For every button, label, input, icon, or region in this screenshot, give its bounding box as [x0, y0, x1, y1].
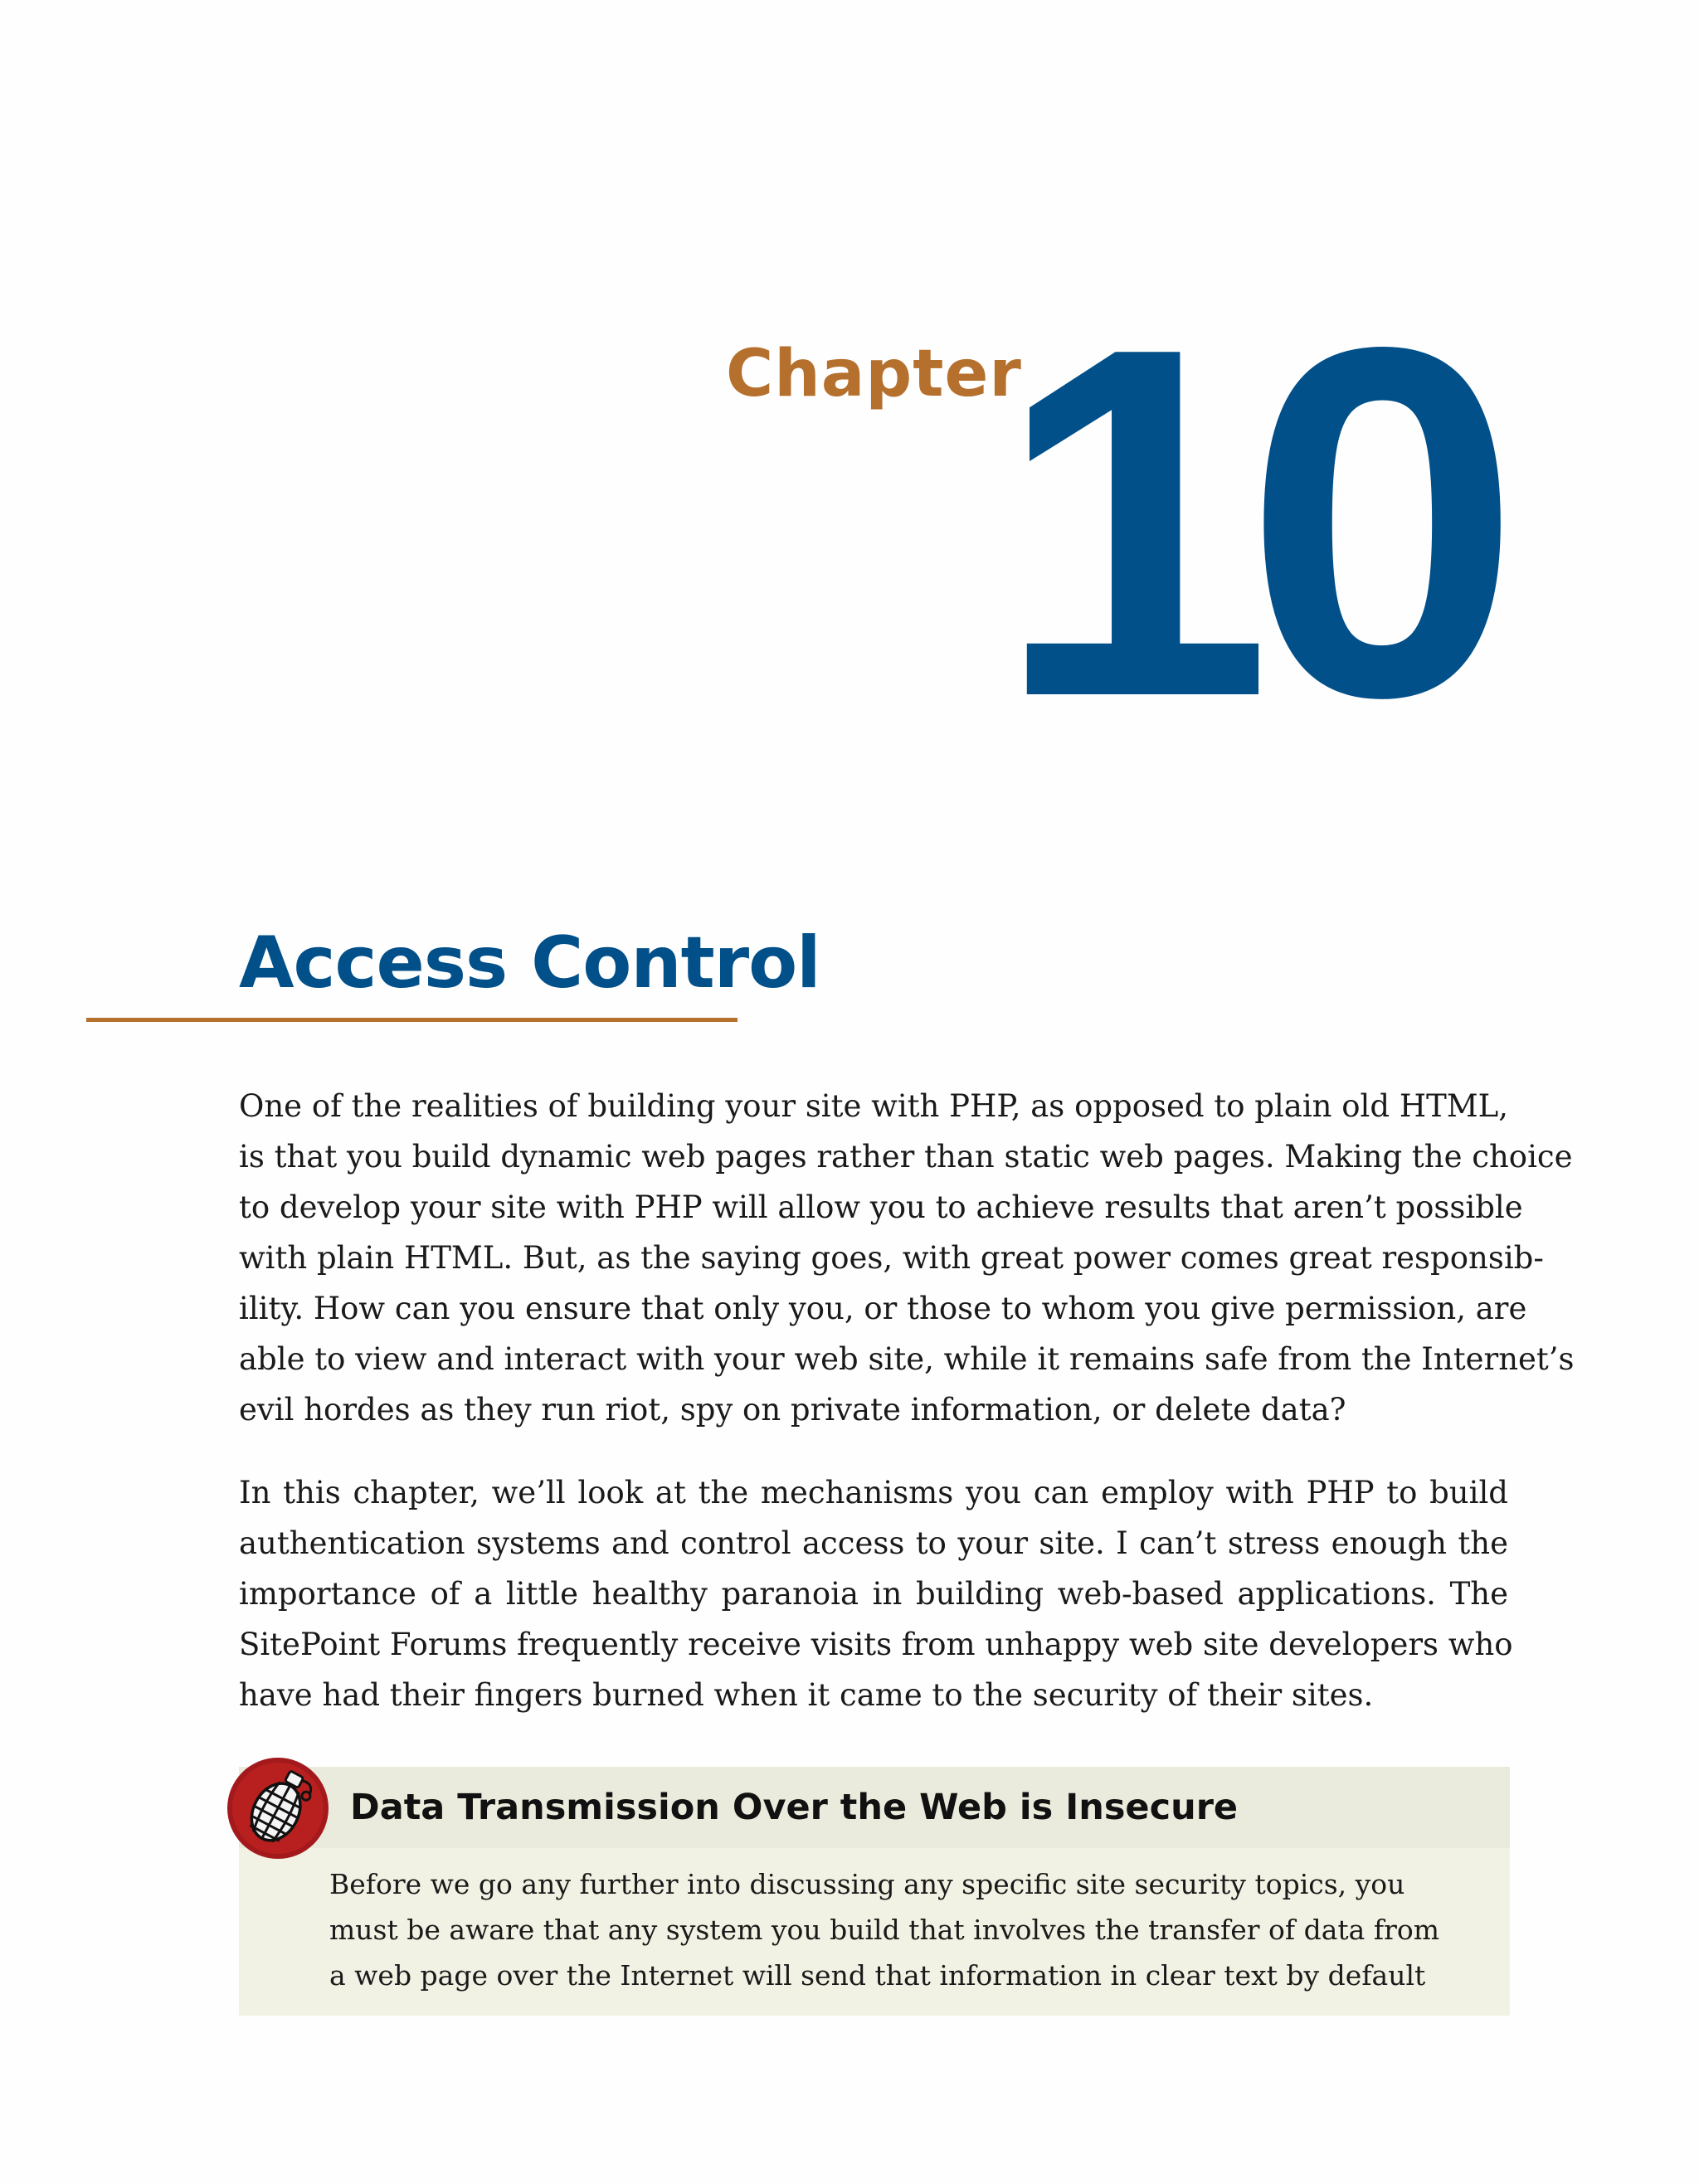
- callout-line: must be aware that any system you build that involves the transfer of data from: [329, 1914, 1439, 1946]
- callout-body: [329, 1861, 1491, 1998]
- callout-title: Data Transmission Over the Web is Insecure: [350, 1787, 1239, 1828]
- paragraph-line: SitePoint Forums frequently receive visits from unhappy web site developers who: [239, 1627, 1513, 1662]
- paragraph-line: to develop your site with PHP will allow you to achieve results that aren’t possible: [239, 1189, 1523, 1225]
- paragraph-line: evil hordes as they run riot, spy on private information, or delete data?: [239, 1392, 1346, 1428]
- paragraph-line: importance of a little healthy paranoia in building web-based applications. The: [239, 1576, 1508, 1612]
- callout-header: [239, 1767, 1510, 1848]
- paragraph-1: [239, 1081, 1575, 1435]
- paragraph-line: authentication systems and control access to your site. I can’t stress enough the: [239, 1525, 1508, 1561]
- paragraph-line: is that you build dynamic web pages rather than static web pages. Making the choice: [239, 1139, 1573, 1175]
- paragraph-line: have had their fingers burned when it came to the security of their sites.: [239, 1677, 1374, 1713]
- paragraph-line: able to view and interact with your web site, while it remains safe from the Internet’s: [239, 1341, 1575, 1377]
- warning-callout: [239, 1767, 1510, 2016]
- page-title: Access Control: [239, 922, 820, 1004]
- grenade-icon: [226, 1756, 330, 1861]
- paragraph-line: ility. How can you ensure that only you, or those to whom you give permission, are: [239, 1291, 1527, 1326]
- chapter-number: 10: [996, 245, 1493, 800]
- callout-line: a web page over the Internet will send that information in clear text by default: [329, 1959, 1426, 1992]
- callout-line: Before we go any further into discussing any specific site security topics, you: [329, 1868, 1405, 1900]
- title-underline: [86, 1018, 738, 1022]
- paragraph-line: with plain HTML. But, as the saying goes, with great power comes great responsib-: [239, 1240, 1544, 1276]
- paragraph-2: [239, 1467, 1513, 1720]
- paragraph-line: One of the realities of building your site with PHP, as opposed to plain old HTML,: [239, 1088, 1508, 1124]
- paragraph-line: In this chapter, we’ll look at the mechanisms you can employ with PHP to build: [239, 1475, 1508, 1510]
- chapter-label: Chapter: [726, 337, 1022, 411]
